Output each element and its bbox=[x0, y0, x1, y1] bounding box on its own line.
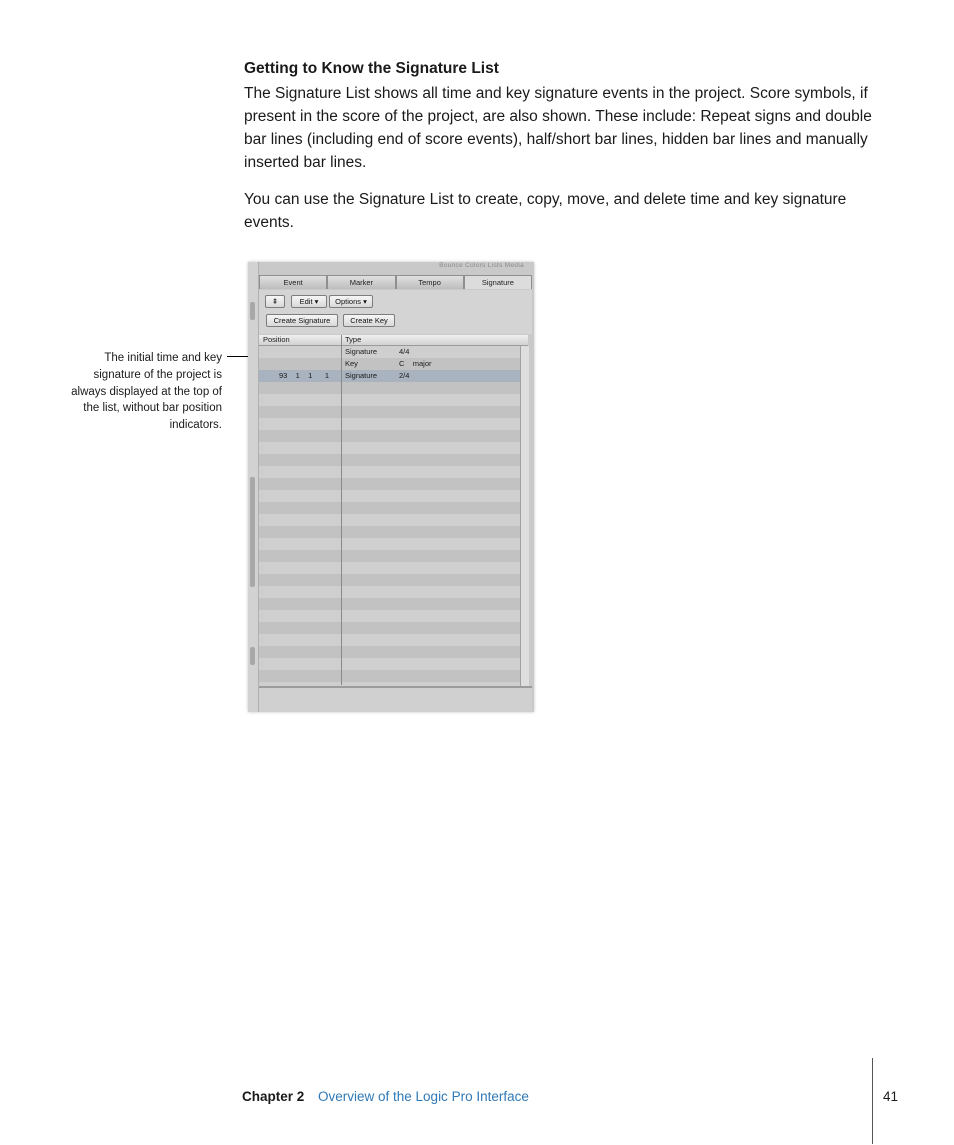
empty-row bbox=[259, 514, 520, 526]
row-type: Signature bbox=[345, 347, 378, 356]
empty-row bbox=[259, 646, 520, 658]
list-toolbar bbox=[259, 290, 532, 334]
pin-icon[interactable]: ⇞ bbox=[265, 295, 285, 308]
empty-row bbox=[259, 550, 520, 562]
section-heading: Getting to Know the Signature List bbox=[244, 60, 499, 77]
row-value: 2/4 bbox=[399, 371, 410, 380]
row-type: Signature bbox=[345, 371, 378, 380]
empty-row bbox=[259, 586, 520, 598]
list-scrollbar[interactable] bbox=[520, 346, 529, 686]
empty-row bbox=[259, 430, 520, 442]
empty-row bbox=[259, 622, 520, 634]
callout-text: The initial time and key signature of the project is always displayed at the top of the list, without bar position indicators. bbox=[71, 352, 222, 432]
intro-paragraph: The Signature List shows all time and key signature events in the project. Score symbols, if present in the score of the project, are also shown. These include: Repeat signs and double bar lines (including end of score events), half/short bar lines, hidden bar lines and manually inserted bar lines. bbox=[244, 85, 872, 171]
column-divider bbox=[341, 335, 342, 685]
empty-row bbox=[259, 442, 520, 454]
edge-handle[interactable] bbox=[250, 302, 255, 320]
empty-row bbox=[259, 490, 520, 502]
list-tabs bbox=[259, 275, 532, 289]
footer-chapter: Chapter 2 bbox=[242, 1089, 305, 1104]
edge-scroll-thumb[interactable] bbox=[250, 477, 255, 587]
empty-row bbox=[259, 562, 520, 574]
signature-list bbox=[259, 346, 520, 686]
empty-row bbox=[259, 502, 520, 514]
tab-marker[interactable]: Marker bbox=[327, 275, 395, 289]
empty-row bbox=[259, 394, 520, 406]
empty-row bbox=[259, 658, 520, 670]
empty-row bbox=[259, 418, 520, 430]
column-header-type[interactable]: Type bbox=[345, 335, 362, 344]
edge-handle[interactable] bbox=[250, 647, 255, 665]
options-menu-button[interactable]: Options ▾ bbox=[329, 295, 373, 308]
list-header bbox=[259, 335, 528, 346]
column-header-position[interactable]: Position bbox=[263, 335, 290, 344]
empty-row bbox=[259, 610, 520, 622]
row-type: Key bbox=[345, 359, 358, 368]
empty-row bbox=[259, 634, 520, 646]
empty-row bbox=[259, 406, 520, 418]
top-menu-tabs[interactable]: Bounce Colors Lists Media bbox=[439, 262, 524, 269]
create-signature-button[interactable]: Create Signature bbox=[266, 314, 338, 327]
list-row-selected[interactable] bbox=[259, 370, 520, 382]
usage-paragraph: You can use the Signature List to create, copy, move, and delete time and key signature events. bbox=[244, 191, 847, 231]
footer-divider bbox=[872, 1058, 873, 1144]
row-position: 93 1 1 1 bbox=[279, 371, 330, 380]
empty-row bbox=[259, 670, 520, 682]
empty-row bbox=[259, 526, 520, 538]
row-value: C major bbox=[399, 359, 432, 368]
list-row[interactable] bbox=[259, 346, 520, 358]
empty-row bbox=[259, 478, 520, 490]
edit-menu-button[interactable]: Edit ▾ bbox=[291, 295, 327, 308]
empty-row bbox=[259, 574, 520, 586]
empty-row bbox=[259, 454, 520, 466]
empty-row bbox=[259, 598, 520, 610]
signature-list-screenshot bbox=[248, 262, 534, 712]
page-number: 41 bbox=[883, 1089, 899, 1104]
row-value: 4/4 bbox=[399, 347, 410, 356]
left-panel-edge bbox=[248, 262, 259, 712]
tab-event[interactable]: Event bbox=[259, 275, 327, 289]
footer-chapter-title: Overview of the Logic Pro Interface bbox=[318, 1089, 529, 1104]
tab-tempo[interactable]: Tempo bbox=[396, 275, 464, 289]
tab-signature[interactable]: Signature bbox=[464, 275, 532, 289]
list-row[interactable] bbox=[259, 358, 520, 370]
empty-row bbox=[259, 382, 520, 394]
empty-row bbox=[259, 466, 520, 478]
list-bottom-bar bbox=[259, 686, 532, 712]
create-key-button[interactable]: Create Key bbox=[343, 314, 395, 327]
empty-row bbox=[259, 538, 520, 550]
